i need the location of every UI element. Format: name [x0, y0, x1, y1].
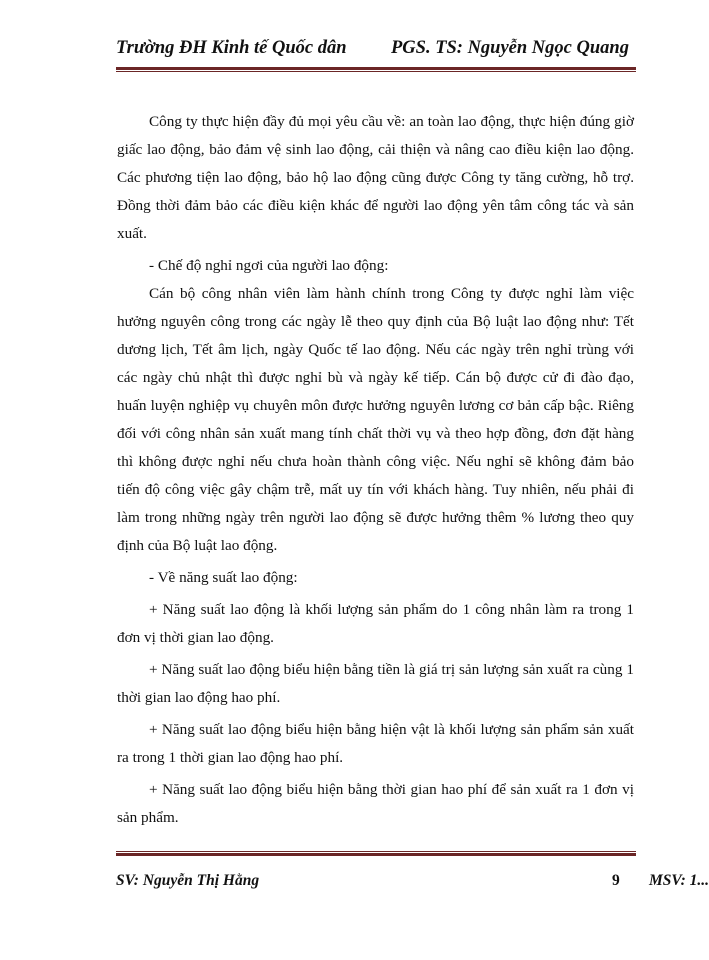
- footer-student: SV: Nguyễn Thị Hằng: [116, 872, 260, 889]
- header-school: Trường ĐH Kinh tế Quốc dân: [116, 38, 347, 58]
- header-advisor: PGS. TS: Nguyễn Ngọc Quang: [391, 38, 629, 58]
- bullet-productivity: - Về năng suất lao động:: [149, 569, 298, 586]
- bullet-rest-policy: - Chế độ nghỉ ngơi của người lao động:: [149, 257, 389, 274]
- productivity-definition: + Năng suất lao động là khối lượng sản phẩm do 1 công nhân làm ra trong 1 đơn vị thời gian lao động.: [117, 601, 634, 646]
- page-number: 9: [612, 872, 620, 889]
- footer-rule: [116, 851, 636, 856]
- productivity-by-goods: + Năng suất lao động biểu hiện bằng hiện vật là khối lượng sản phẩm sản xuất ra trong 1 thời gian lao động hao phí.: [117, 721, 634, 766]
- header-rule: [116, 67, 636, 72]
- page-footer: [116, 872, 709, 898]
- productivity-by-money: + Năng suất lao động biểu hiện bằng tiền là giá trị sản lượng sản xuất ra cùng 1 thời gian lao động hao phí.: [117, 661, 634, 706]
- paragraph-working-conditions: Công ty thực hiện đầy đủ mọi yêu cầu về: an toàn lao động, thực hiện đúng giờ giấc lao động, bảo đảm vệ sinh lao động, cải thiện và nâng cao điều kiện lao động. Các phương tiện lao động, bảo hộ lao động cũng được Công ty tăng cường, hỗ trợ. Đồng thời đảm bảo các điều kiện khác để người lao động yên tâm công tác và sản xuất.: [117, 113, 634, 242]
- paragraph-holidays: Cán bộ công nhân viên làm hành chính trong Công ty được nghỉ làm việc hưởng nguyên công trong các ngày lễ theo quy định của Bộ luật lao động như: Tết dương lịch, Tết âm lịch, ngày Quốc tế lao động. Nếu các ngày trên nghỉ trùng với các ngày chủ nhật thì được nghỉ bù và ngày kế tiếp. Cán bộ được cử đi đào đạo, huấn luyện nghiệp vụ chuyên môn được hưởng nguyên lương cơ bản cấp bậc. Riêng đối với công nhân sản xuất mang tính chất thời vụ và theo hợp đồng, đơn đặt hàng thì không được nghỉ nếu chưa hoàn thành công việc. Nếu nghỉ sẽ không đảm bảo tiến độ công việc gây chậm trễ, mất uy tín với khách hàng. Tuy nhiên, nếu phải đi làm trong những ngày trên người lao động sẽ được hưởng thêm % lương theo quy định của Bộ luật lao động.: [117, 285, 634, 554]
- footer-msv: MSV: 1...: [649, 872, 709, 889]
- productivity-by-time: + Năng suất lao động biểu hiện bằng thời gian hao phí để sản xuất ra 1 đơn vị sản phẩm.: [117, 781, 634, 826]
- page-header: [116, 38, 676, 68]
- document-body: [117, 108, 634, 832]
